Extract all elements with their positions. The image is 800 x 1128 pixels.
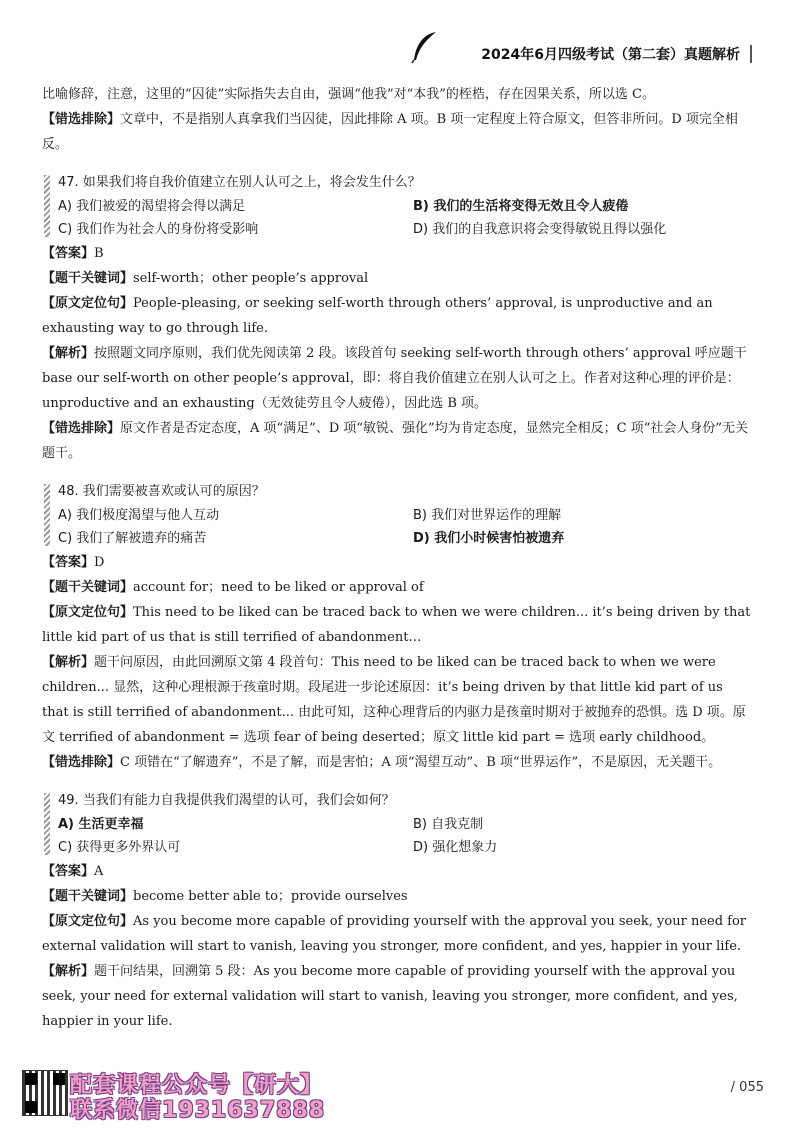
answer-line [42, 859, 752, 884]
keyword-label: 【题干关键词】 [42, 889, 134, 904]
header-divider [750, 45, 752, 63]
option-c: C) 获得更多外界认可 [58, 840, 181, 855]
keyword-text: become better able to；provide ourselves [133, 889, 408, 904]
elimination-text: 原文作者是否定态度，A 项“满足”、D 项“敏锐、强化”均为肯定态度，显然完全相反；C 项“社会人身份”无关题干。 [42, 421, 749, 461]
qr-code-icon [22, 1070, 68, 1116]
location-label: 【原文定位句】 [42, 914, 134, 929]
page-number: / 055 [730, 1080, 764, 1095]
feather-pen-icon [410, 30, 438, 64]
question-stripe [44, 175, 50, 237]
elimination-label: 【错选排除】 [42, 755, 121, 770]
option-a: A) 我们被爱的渴望将会得以满足 [58, 199, 246, 214]
keyword-label: 【题干关键词】 [42, 271, 134, 286]
keyword-text: account for；need to be liked or approval of [133, 580, 424, 595]
question-title: 49. 当我们有能力自我提供我们渴望的认可，我们会如何？ [58, 793, 395, 808]
elim-text: 文章中，不是指别人真拿我们当囚徒，因此排除 A 项。B 项一定程度上符合原文，但答非所问。D 项完全相反。 [42, 112, 738, 152]
answer-label: 【答案】 [42, 246, 95, 261]
intro-elimination [42, 107, 752, 157]
option-b: B) 自我克制 [413, 817, 484, 832]
analysis-label: 【解析】 [42, 655, 95, 670]
elimination-text: C 项错在“了解遗弃”，不是了解，而是害怕；A 项“渴望互动”、B 项“世界运作”，不是原因，无关题干。 [120, 755, 722, 770]
answer-label: 【答案】 [42, 555, 95, 570]
question-49 [42, 789, 752, 859]
promo-line-1: 配套课程公众号【研大】 [70, 1073, 324, 1098]
options-grid [58, 504, 752, 550]
option-c: C) 我们作为社会人的身份将受影响 [58, 222, 259, 237]
analysis-text: 按照题文同序原则，我们优先阅读第 2 段。该段首句 seeking self-worth through others’ approval 呼应题干 base our self-worth on other people’s approval，即：将自我价值建立在别人认可之上。作者对这种心理的评价是：unproductive and an exhausting（无效徒劳且令人疲倦），因此选 B 项。 [42, 346, 747, 411]
analysis-line [42, 650, 752, 750]
location-text: As you become more capable of providing yourself with the approval you seek, your need for external validation will start to vanish, leaving you stronger, more confident, and yes, happier in your life. [42, 914, 747, 954]
analysis-line [42, 341, 752, 416]
elimination-label: 【错选排除】 [42, 421, 121, 436]
option-b: B) 我们对世界运作的理解 [413, 508, 562, 523]
intro-paragraph: 比喻修辞，注意，这里的“囚徒”实际指失去自由，强调“他我”对“本我”的桎梏，存在因果关系，所以选 C。 [42, 87, 655, 102]
options-grid [58, 195, 752, 241]
keyword-line [42, 575, 752, 600]
keyword-line [42, 266, 752, 291]
option-d: D) 我们小时候害怕被遗弃 [413, 531, 565, 546]
location-line [42, 600, 752, 650]
answer-value: D [94, 555, 105, 570]
question-title: 47. 如果我们将自我价值建立在别人认可之上，将会发生什么？ [58, 175, 421, 190]
question-stripe [44, 484, 50, 546]
header-title: 2024年6月四级考试（第二套）真题解析 [481, 47, 740, 63]
analysis-text: 题干问原因，由此回溯原文第 4 段首句：This need to be liked can be traced back to when we were children... 显然，这种心理根源于孩童时期。段尾进一步论述原因：it’s being driven by that little kid part of us that is still terrified of abandonment... 由此可知，这种心理背后的内驱力是孩童时期对于被抛弃的恐惧。选 D 项。原文 terrified of abandonment = 选项 fear of being deserted；原文 little kid part = 选项 early childhood。 [42, 655, 746, 745]
option-b: B) 我们的生活将变得无效且令人疲倦 [413, 199, 629, 214]
location-text: This need to be liked can be traced back to when we were children... it’s being driven by that little kid part of us that is still terrified of abandonment… [42, 605, 751, 645]
location-line [42, 909, 752, 959]
analysis-label: 【解析】 [42, 346, 95, 361]
analysis-line [42, 959, 752, 1034]
location-text: People-pleasing, or seeking self-worth through others’ approval, is unproductive and an exhausting way to go through life. [42, 296, 713, 336]
keyword-text: self-worth；other people’s approval [133, 271, 369, 286]
elim-label: 【错选排除】 [42, 112, 121, 127]
answer-line [42, 550, 752, 575]
page-header [481, 44, 740, 64]
option-a: A) 我们极度渴望与他人互动 [58, 508, 220, 523]
elimination-line [42, 416, 752, 466]
location-line [42, 291, 752, 341]
question-48 [42, 480, 752, 550]
answer-value: A [94, 864, 104, 879]
location-label: 【原文定位句】 [42, 296, 134, 311]
answer-label: 【答案】 [42, 864, 95, 879]
elimination-line [42, 750, 752, 775]
answer-value: B [94, 246, 104, 261]
promo-line-2: 联系微信1931637888 [70, 1098, 326, 1123]
analysis-text: 题干问结果，回溯第 5 段：As you become more capable of providing yourself with the approval you seek, your need for external validation will start to vanish, leaving you stronger, more confident, and yes, happier in your life. [42, 964, 738, 1029]
keyword-line [42, 884, 752, 909]
location-label: 【原文定位句】 [42, 605, 134, 620]
question-47 [42, 171, 752, 241]
analysis-label: 【解析】 [42, 964, 95, 979]
option-c: C) 我们了解被遗弃的痛苦 [58, 531, 207, 546]
option-d: D) 我们的自我意识将会变得敏锐且得以强化 [413, 222, 667, 237]
option-a: A) 生活更幸福 [58, 817, 144, 832]
options-grid [58, 813, 752, 859]
question-stripe [44, 793, 50, 855]
document-body [42, 82, 752, 1034]
option-d: D) 强化想象力 [413, 840, 498, 855]
keyword-label: 【题干关键词】 [42, 580, 134, 595]
question-title: 48. 我们需要被喜欢或认可的原因？ [58, 484, 265, 499]
answer-line [42, 241, 752, 266]
